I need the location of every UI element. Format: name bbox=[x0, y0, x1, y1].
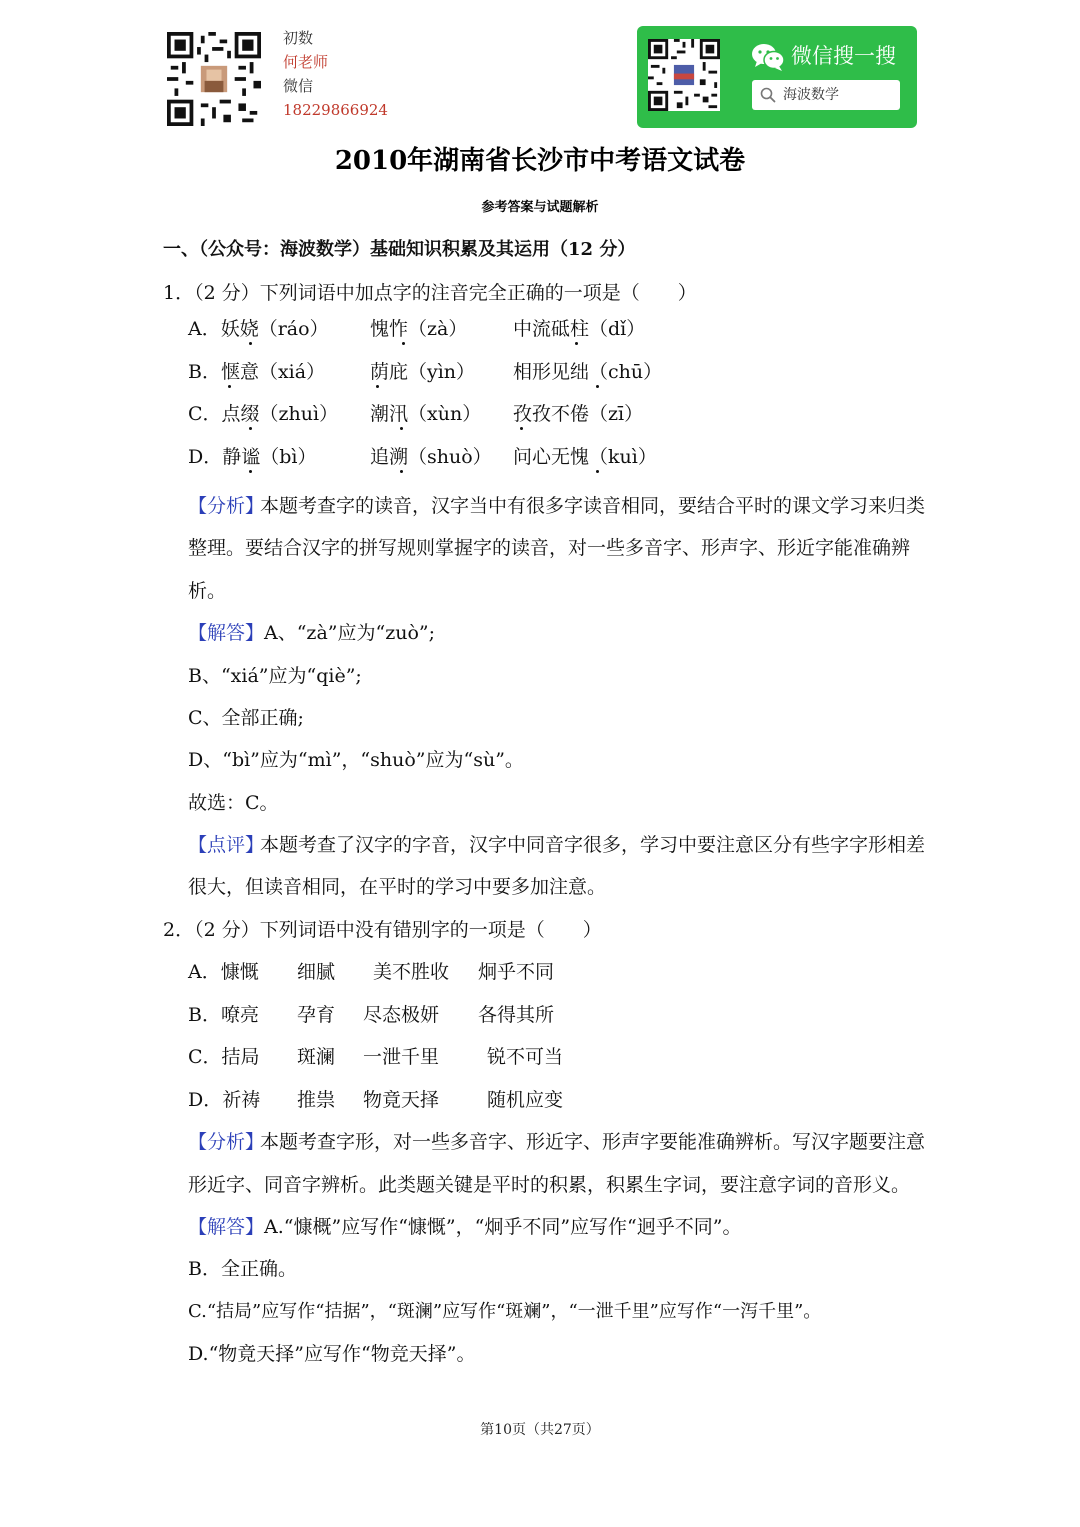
q1-option-a-2: 愧怍（zà） bbox=[370, 318, 468, 340]
q2-option-b-2: 孕育 bbox=[297, 1004, 336, 1026]
q1-option-c-2: 潮汛（xùn） bbox=[370, 403, 482, 425]
emphasis-dot bbox=[376, 385, 379, 388]
question-1-stem: 1．（2 分）下列词语中加点字的注音完全正确的一项是（ ） bbox=[163, 282, 697, 304]
q2-option-a-3: 美不胜收 bbox=[373, 961, 450, 983]
emphasis-dot bbox=[249, 342, 252, 345]
q1-option-a-1: A．妖娆（ráo） bbox=[188, 318, 329, 340]
q1-option-d-3: 问心无愧（kuì） bbox=[513, 446, 657, 468]
wechat-search-query: 海波数学 bbox=[783, 87, 839, 103]
q1-analysis-line: 本题考查字的读音，汉字当中有很多字读音相同，要结合平时的课文学习来归类 bbox=[260, 495, 926, 517]
q2-option-c-3: 一泄千里 bbox=[363, 1046, 440, 1068]
q2-option-c-2: 斑澜 bbox=[297, 1046, 336, 1068]
qr-code-contact bbox=[167, 32, 261, 126]
q1-option-c-1: C．点缀（zhuì） bbox=[188, 403, 339, 425]
page-subtitle: 参考答案与试题解析 bbox=[481, 200, 599, 215]
q2-option-d-2: 推祟 bbox=[297, 1089, 336, 1111]
q1-option-b-1: B．惬意（xiá） bbox=[188, 361, 326, 383]
q1-analysis-line: 整理。要结合汉字的拼写规则掌握字的读音，对一些多音字、形声字、形近字能准确辨 bbox=[188, 537, 911, 559]
q2-option-d-3: 物竟天择 bbox=[363, 1089, 440, 1111]
q1-option-b-3: 相形见绌（chū） bbox=[513, 361, 663, 383]
emphasis-dot bbox=[228, 385, 231, 388]
q2-option-c-4: 锐不可当 bbox=[487, 1046, 564, 1068]
emphasis-dot bbox=[596, 470, 599, 473]
q2-answer-line: B．全正确。 bbox=[188, 1258, 297, 1280]
q2-answer-line: A.“慷概”应写作“慷慨”，“炯乎不同”应写作“迥乎不同”。 bbox=[264, 1216, 742, 1238]
q2-option-c-1: C．拮局 bbox=[188, 1046, 260, 1068]
wechat-search-label: 微信搜一搜 bbox=[791, 44, 896, 68]
q2-option-a-1: A．慷慨 bbox=[188, 961, 259, 983]
page-title: 2010年湖南省长沙市中考语文试卷 bbox=[334, 146, 746, 176]
q2-analysis-line: 本题考查字形，对一些多音字、形近字、形声字要能准确辨析。写汉字题要注意 bbox=[260, 1131, 926, 1153]
q2-option-b-1: B．嘹亮 bbox=[188, 1004, 259, 1026]
emphasis-dot bbox=[596, 385, 599, 388]
contact-teacher-name: 何老师 bbox=[283, 53, 329, 71]
q1-option-d-2: 追溯（shuò） bbox=[370, 446, 492, 468]
q2-option-b-3: 尽态极妍 bbox=[363, 1004, 440, 1026]
q1-comment-line: 很大，但读音相同，在平时的学习中要多加注意。 bbox=[188, 876, 607, 898]
q2-option-b-4: 各得其所 bbox=[478, 1004, 555, 1026]
q2-answer-line: C.“拮局”应写作“拮据”，“斑澜”应写作“斑斓”，“一泄千里”应写作“一泻千里”。 bbox=[188, 1301, 822, 1322]
wechat-search-banner[interactable] bbox=[637, 26, 917, 128]
question-2-stem: 2．（2 分）下列词语中没有错别字的一项是（ ） bbox=[163, 919, 602, 941]
q1-answer-line: A、“zà”应为“zuò”; bbox=[264, 622, 436, 644]
emphasis-dot bbox=[400, 470, 403, 473]
page-number: 第10页（共27页） bbox=[480, 1422, 600, 1438]
q2-analysis-tag: 【分析】 bbox=[188, 1131, 265, 1153]
q1-option-c-3: 孜孜不倦（zī） bbox=[513, 403, 644, 425]
emphasis-dot bbox=[249, 427, 252, 430]
emphasis-dot bbox=[400, 427, 403, 430]
q1-analysis-line: 析。 bbox=[188, 580, 227, 602]
q1-answer-line: 故选：C。 bbox=[188, 792, 279, 814]
emphasis-dot bbox=[520, 427, 523, 430]
q1-answer-line: D、“bì”应为“mì”，“shuò”应为“sù”。 bbox=[188, 749, 524, 771]
q1-option-b-2: 荫庇（yìn） bbox=[370, 361, 476, 383]
wechat-search-box[interactable] bbox=[752, 80, 900, 110]
contact-wechat-label: 微信 bbox=[283, 77, 314, 95]
q2-option-a-4: 炯乎不同 bbox=[478, 961, 555, 983]
q2-analysis-line: 形近字、同音字辨析。此类题关键是平时的积累，积累生字词，要注意字词的音形义。 bbox=[188, 1174, 911, 1196]
emphasis-dot bbox=[249, 470, 252, 473]
q2-answer-tag: 【解答】 bbox=[188, 1216, 265, 1238]
qr-code-wechat bbox=[648, 39, 720, 111]
q2-option-d-1: D．祈祷 bbox=[188, 1089, 261, 1111]
q1-answer-tag: 【解答】 bbox=[188, 622, 265, 644]
q2-answer-line: D.“物竟天择”应写作“物竞天择”。 bbox=[188, 1343, 476, 1365]
q1-option-a-3: 中流砥柱（dǐ） bbox=[513, 318, 646, 340]
q2-option-a-2: 细腻 bbox=[297, 961, 336, 983]
q1-comment-tag: 【点评】 bbox=[188, 834, 265, 856]
emphasis-dot bbox=[402, 342, 405, 345]
q1-comment-line: 本题考查了汉字的字音，汉字中同音字很多，学习中要注意区分有些字字形相差 bbox=[260, 834, 926, 856]
section-heading: 一、（公众号：海波数学）基础知识积累及其运用（12 分） bbox=[163, 239, 636, 260]
q1-analysis-tag: 【分析】 bbox=[188, 495, 265, 517]
q1-answer-line: B、“xiá”应为“qiè”; bbox=[188, 665, 362, 687]
wechat-search-icon bbox=[751, 42, 785, 72]
contact-grade: 初数 bbox=[283, 29, 314, 47]
emphasis-dot bbox=[575, 342, 578, 345]
contact-phone: 18229866924 bbox=[283, 101, 388, 119]
q2-option-d-4: 随机应变 bbox=[487, 1089, 564, 1111]
q1-option-d-1: D．静谧（bì） bbox=[188, 446, 317, 468]
search-icon bbox=[760, 87, 776, 103]
q1-answer-line: C、全部正确; bbox=[188, 707, 304, 729]
